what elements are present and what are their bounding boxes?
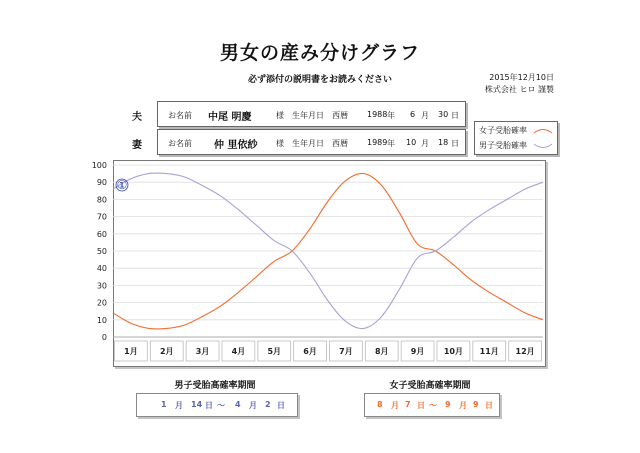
birth-month: 6 <box>410 110 416 119</box>
y-tick-label: 30 <box>96 281 107 291</box>
x-tick-label: 9月 <box>410 347 425 356</box>
year-unit: 年 <box>387 111 395 120</box>
month-unit: 月 <box>421 111 429 120</box>
y-tick-label: 20 <box>96 298 107 308</box>
month-unit: 月 <box>175 401 183 410</box>
range-tilde: ～ <box>429 401 437 410</box>
day-unit: 日 <box>485 401 493 410</box>
x-tick-label: 10月 <box>443 347 463 356</box>
x-tick-label: 12月 <box>515 347 535 356</box>
y-tick-label: 0 <box>101 333 107 342</box>
husband-name: 中尾 明慶 <box>208 112 252 123</box>
y-tick-label: 10 <box>96 315 107 325</box>
birth-month: 10 <box>406 138 417 147</box>
female-period-label: 女子受胎高確率期間 <box>389 381 471 391</box>
x-tick-label: 5月 <box>267 347 282 356</box>
day-unit: 日 <box>277 401 285 410</box>
female-start-month: 8 <box>377 400 383 409</box>
issue-date: 2015年12月10日 <box>489 73 554 82</box>
wife-name: 仲 里依紗 <box>214 140 258 151</box>
company-name: 株式会社 ヒロ 謹製 <box>484 85 554 94</box>
day-unit: 日 <box>451 111 459 120</box>
birth-label: 生年月日 <box>292 111 324 120</box>
name-label: お名前 <box>168 111 192 120</box>
page-subtitle: 必ず添付の説明書をお読みください <box>247 75 392 85</box>
x-tick-label: 1月 <box>124 347 138 356</box>
female-end-month: 9 <box>445 400 451 409</box>
y-tick-label: 90 <box>96 178 107 188</box>
day-unit: 日 <box>451 139 459 148</box>
y-tick-label: 60 <box>96 229 107 239</box>
day-unit: 日 <box>417 401 425 410</box>
month-unit: 月 <box>249 401 257 410</box>
birth-year: 1988 <box>367 110 388 119</box>
page-title: 男女の産み分けグラフ <box>219 42 420 64</box>
month-unit: 月 <box>391 401 399 410</box>
month-unit: 月 <box>421 139 429 148</box>
month-unit: 月 <box>459 401 467 410</box>
name-label: お名前 <box>168 139 192 148</box>
birth-day: 18 <box>438 138 449 147</box>
female-start-day: 7 <box>405 400 411 409</box>
male-period-box <box>136 393 298 417</box>
legend-female-label: 女子受胎確率 <box>479 126 527 135</box>
y-tick-label: 80 <box>96 195 107 205</box>
honorific: 様 <box>276 111 284 120</box>
birth-day: 30 <box>438 110 449 119</box>
male-end-day: 2 <box>265 400 271 409</box>
day-unit: 日 <box>205 401 213 410</box>
marker-label: ① <box>116 178 128 192</box>
birth-year: 1989 <box>367 138 388 147</box>
x-tick-label: 8月 <box>374 347 389 356</box>
x-tick-label: 3月 <box>195 347 210 356</box>
wife-label: 妻 <box>132 140 142 151</box>
husband-label: 夫 <box>132 112 142 123</box>
male-end-month: 4 <box>235 400 241 409</box>
honorific: 様 <box>276 139 284 148</box>
year-unit: 年 <box>387 139 395 148</box>
y-tick-label: 70 <box>96 212 107 222</box>
x-tick-label: 4月 <box>231 347 246 356</box>
legend-male-label: 男子受胎確率 <box>479 141 527 150</box>
female-end-day: 9 <box>473 400 479 409</box>
female-period-box <box>364 393 500 417</box>
y-tick-label: 50 <box>96 247 107 256</box>
era-label: 西暦 <box>332 139 348 148</box>
y-tick-label: 40 <box>96 264 107 274</box>
x-tick-label: 7月 <box>339 347 353 356</box>
male-start-day: 14 <box>191 400 203 409</box>
male-period-label: 男子受胎高確率期間 <box>174 381 256 391</box>
x-tick-label: 11月 <box>479 347 499 356</box>
male-start-month: 1 <box>161 400 167 409</box>
x-tick-label: 2月 <box>159 347 174 356</box>
era-label: 西暦 <box>332 111 348 120</box>
y-tick-label: 100 <box>91 161 107 170</box>
x-tick-label: 6月 <box>303 347 317 356</box>
birth-label: 生年月日 <box>292 139 324 148</box>
range-tilde: ～ <box>217 401 225 410</box>
